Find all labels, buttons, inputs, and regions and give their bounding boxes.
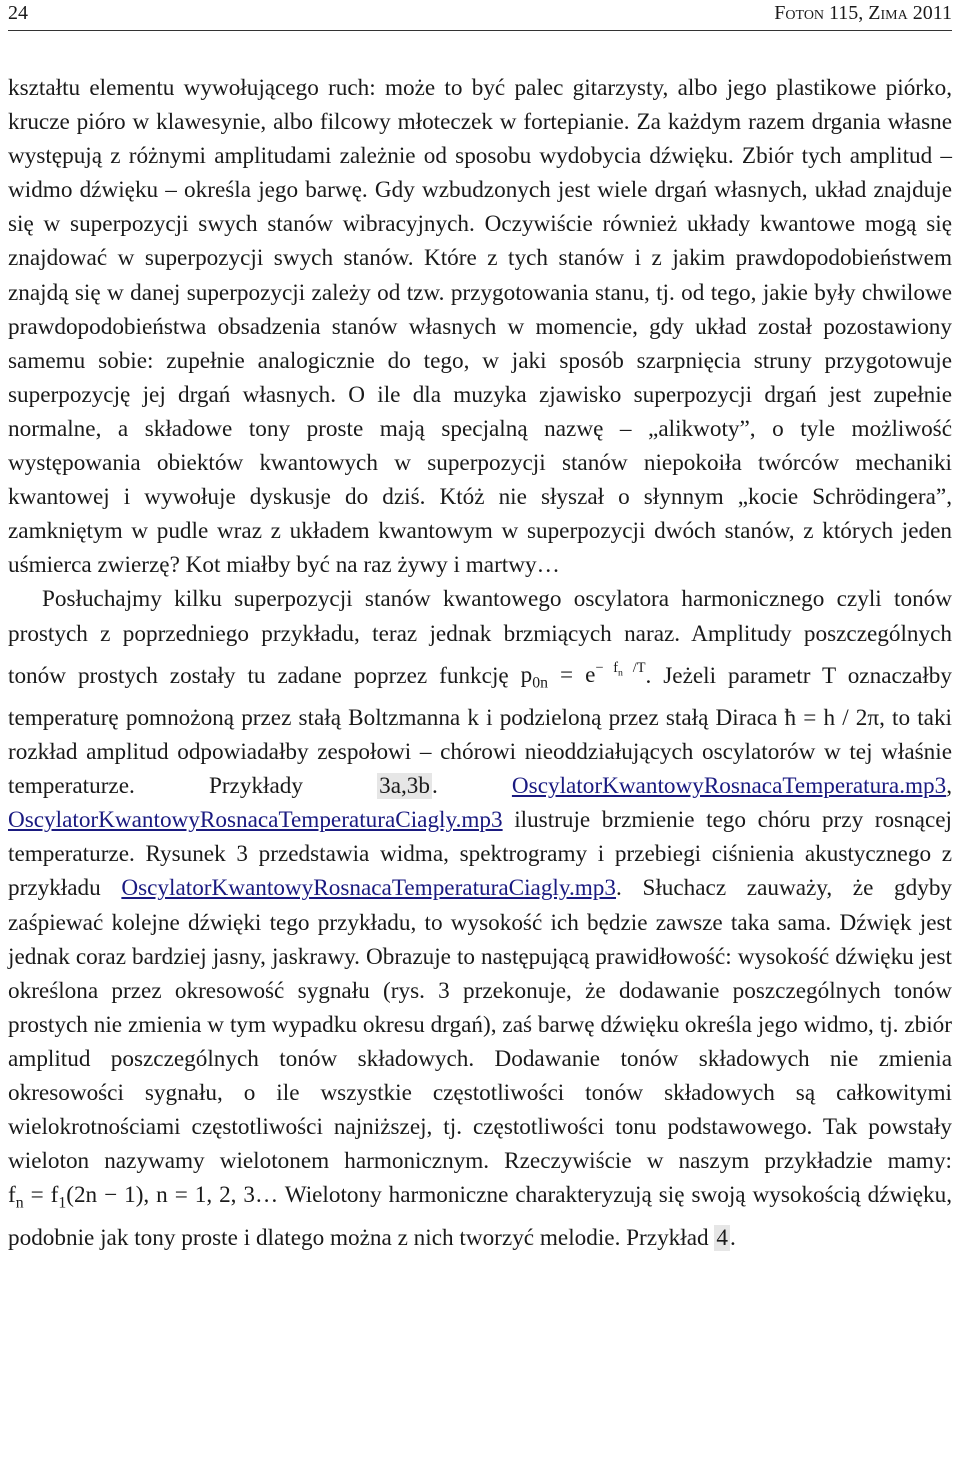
dirac-constant-formula: ħ = h / 2π: [784, 704, 880, 731]
paragraph-2-text-f: 3… Wielotony harmoniczne charakteryzują się swoją wysokością dźwięku, podobnie jak tony proste i dlatego można z nich tworzyć melodie. Przykład: [8, 1182, 952, 1251]
example-ref-3a3b[interactable]: 3a,3b: [379, 773, 430, 800]
audio-link-rosnaca-temperatura[interactable]: OscylatorKwantowyRosnacaTemperatura.mp3: [511, 773, 947, 800]
page-number: 24: [8, 2, 28, 24]
audio-link-rosnaca-temperatura-ciagly[interactable]: OscylatorKwantowyRosnacaTemperaturaCiagly.mp3: [8, 807, 503, 834]
paragraph-2-text-a: Posłuchajmy kilku superpozycji stanów kwantowego oscylatora harmonicznego czyli tonów prostych z poprzedniego przykładu, teraz jednak brzmiących naraz. Amplitudy poszczególnych tonów prostych zostały tu zadane poprzez funkcję: [8, 586, 952, 689]
paragraph-2: Posłuchajmy kilku superpozycji stanów kwantowego oscylatora harmonicznego czyli tonów prostych z poprzedniego przykładu, teraz jednak brzmiących naraz. Amplitudy poszczególnych tonów prostych zostały tu zadane poprzez funkcję $p_{0n} = e^{- f_n /T}$. Jeżeli parametr T oznaczałby temperaturę pomnożoną przez stałą Boltzmanna k i podzieloną przez stałą Diraca ħ = h / 2π, to taki rozkład amplitud odpowiadałby zespołowi – chórowi nieoddziałujących oscylatorów w tej właśnie temperaturze. Przykłady 3a,3b. OscylatorKwantowyRosnacaTemperatura.mp3, OscylatorKwantowyRosnacaTemperaturaCiagly.mp3 ilustruje brzmienie tego chóru przy rosnącej temperaturze. Rysunek 3 przedstawia widma, spektrogramy i przebiegi ciśnienia akustycznego z przykładu OscylatorKwantowyRosnacaTemperaturaCiagly.mp3. Słuchacz zauważy, że gdyby zaśpiewać kolejne dźwięki tego przykładu, to wysokość ich będzie zawsze taka sama. Dźwięk jest jednak coraz bardziej jasny, jaskrawy. Obrazuje to następującą prawidłowość: wysokość dźwięku jest określona przez okresowość sygnału (rys. 3 przekonuje, że dodawanie poszczególnych tonów prostych nie zmienia w tym wypadku okresu drgań), zaś barwę dźwięku określa jego widmo, tj. zbiór amplitud poszczególnych tonów składowych. Dodawanie tonów składowych nie zmienia okresowości sygnału, o ile wszystkie częstotliwości tonów składowych są całkowitymi wielokrotnościami częstotliwości najniższej, tj. częstotliwości tonu podstawowego. Tak powstały wieloton nazywamy wielotonem harmonicznym. Rzeczywiście w naszym przykładzie mamy: $f_n = f_1(2n - 1)$, n = 1, 2, 3… Wielotony harmoniczne charakteryzują się swoją wysokością dźwięku, podobnie jak tony proste i dlatego można z nich tworzyć melodie. Przykład 4.: [8, 586, 953, 1251]
harmonic-frequency-formula: $f_n = f_1(2n - 1)$, n = 1, 2,: [8, 1182, 237, 1212]
paragraph-1-text: kształtu elementu wywołującego ruch: może to być palec gitarzysty, albo jego plastikowe piórko, krucze pióro w klawesynie, albo filcowy młoteczek w fortepianie. Za każdym razem drgania własne występują z różnymi amplitudami zależnie od sposobu wydobycia dźwięku. Zbiór tych amplitud – widmo dźwięku – określa jego barwę. Gdy wzbudzonych jest wiele drgań własnych, układ znajduje się w superpozycji swych stanów wibracyjnych. Oczywiście również układy kwantowe mogą się znajdować w superpozycji swych stanów. Które z tych stanów i z jakim prawdopodobieństwem znajdą się w danej superpozycji zależy od tzw. przygotowania stanu, tj. od tego, jakie były chwilowe prawdopodobieństwa obsadzenia stanów własnych w momencie, gdy układ został pozostawiony samemu sobie: zupełnie analogicznie do tego, w jaki sposób szarpnięcia struny przygotowuje superpozycję jej drgań własnych. O ile dla muzyka zjawisko superpozycji drgań jest zupełnie normalne, a składowe tony proste mają specjalną nazwę – „alikwoty”, o tyle możliwość występowania obiektów kwantowych w superpozycji stanów niepokoiła twórców mechaniki kwantowej i wywołuje dyskusje do dziś. Któż nie słyszał o słynnym „kocie Schrödingera”, zamkniętym w pudle wraz z układem kwantowym w superpozycji dwóch stanów, z których jeden uśmierca zwierzę? Kot miałby być na raz żywy i martwy…: [8, 75, 952, 579]
paragraph-2-text-b: . Jeżeli parametr T oznaczałby temperaturę pomnożoną przez stałą Boltzmanna k i podzieloną przez stałą Diraca: [8, 662, 952, 731]
paragraph-2-text-e: . Słuchacz zauważy, że gdyby zaśpiewać kolejne dźwięki tego przykładu, to wysokość ich będzie zawsze taka sama. Dźwięk jest jednak coraz bardziej jasny, jaskrawy. Obrazuje to następującą prawidłowość: wysokość dźwięku jest określona przez okresowość sygnału (rys. 3 przekonuje, że dodawanie poszczególnych tonów prostych nie zmienia w tym wypadku okresu drgań), zaś barwę dźwięku określa jego widmo, tj. zbiór amplitud poszczególnych tonów składowych. Dodawanie tonów składowych nie zmienia okresowości sygnału, o ile wszystkie częstotliwości tonów składowych są całkowitymi wielokrotnościami częstotliwości najniższej, tj. częstotliwości tonu podstawowego. Tak powstały wieloton nazywamy wielotonem harmonicznym. Rzeczywiście w naszym przykładzie mamy:: [8, 875, 953, 1175]
article-body: [8, 71, 952, 1255]
running-header: [8, 0, 952, 31]
paragraph-1: [8, 71, 952, 582]
audio-link-rosnaca-temperatura-ciagly-2[interactable]: OscylatorKwantowyRosnacaTemperaturaCiagly.mp3: [121, 875, 616, 902]
amplitude-formula: $p_{0n} = e^{- f_n /T}$: [520, 659, 646, 692]
paragraph-2-text-d: ilustruje brzmienie tego chóru przy rosnącej temperaturze. Rysunek 3 przedstawia widma, spektrogramy i przebiegi ciśnienia akustycznego z przykładu: [8, 807, 952, 902]
example-ref-4[interactable]: 4: [716, 1224, 728, 1251]
paragraph-2-text-c: , to taki rozkład amplitud odpowiadałby zespołowi – chórowi nieoddziałujących oscylatorów w tej właśnie temperaturze. Przykłady: [8, 704, 952, 800]
journal-title: Foton 115, Zima 2011: [774, 2, 952, 24]
